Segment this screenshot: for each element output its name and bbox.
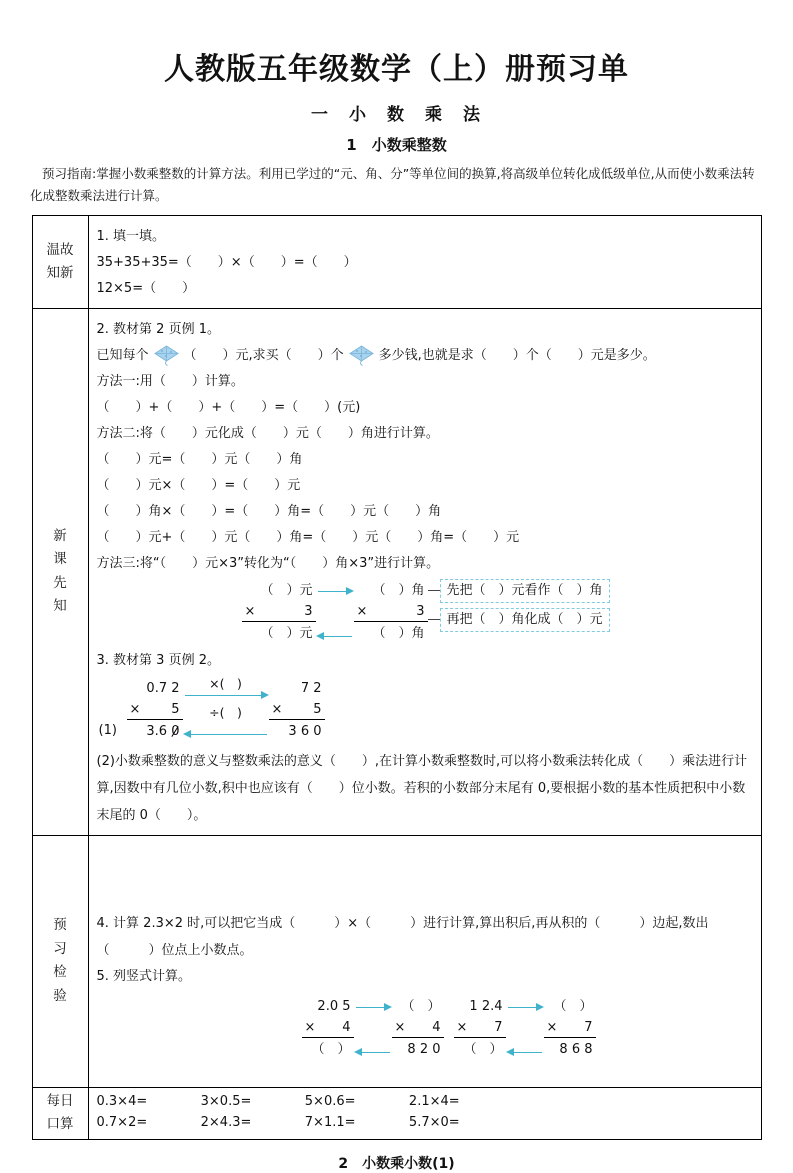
vertical-mult bbox=[302, 996, 354, 1060]
struck-zero: 0 bbox=[171, 721, 179, 743]
item-number: (1) bbox=[98, 722, 117, 738]
calc-item: 5.7×0= bbox=[408, 1114, 460, 1130]
multiplicand: 1 2.4 bbox=[469, 998, 503, 1014]
calc-item: 3×0.5= bbox=[200, 1093, 252, 1109]
multiplicand: 0.7 2 bbox=[146, 680, 180, 696]
method-line: （ ）元+（ ）元（ ）角=（ ）元（ ）角=（ ）元 bbox=[96, 529, 520, 545]
fill-blank-line: 35+35+35=（ ）×（ ）=（ ） bbox=[96, 254, 357, 270]
arrow-left-icon bbox=[508, 1052, 542, 1053]
row-label-text: 温故知新 bbox=[46, 241, 74, 281]
row-daily bbox=[33, 1088, 761, 1139]
method-line: （ ）元×（ ）=（ ）元 bbox=[96, 477, 301, 493]
row-review-label bbox=[33, 216, 89, 308]
vertical-mult-integer bbox=[269, 678, 325, 742]
method-line: 方法二:将（ ）元化成（ ）元（ ）角进行计算。 bbox=[96, 425, 439, 441]
item3-title: 3. 教材第 3 页例 2。 bbox=[96, 652, 220, 668]
multiplier: 5 bbox=[313, 701, 322, 717]
calc-item: 7×1.1= bbox=[304, 1114, 356, 1130]
row-daily-label bbox=[33, 1088, 89, 1139]
multiplier: 4 bbox=[342, 1019, 351, 1035]
divide-factor-label: ÷( ) bbox=[209, 704, 242, 720]
product bbox=[127, 720, 183, 742]
product: （ ） bbox=[463, 1041, 503, 1057]
row-new-lesson-content bbox=[89, 309, 761, 835]
times-sign: × bbox=[304, 1019, 316, 1035]
arrow-right-icon bbox=[508, 1007, 542, 1008]
row-label-text: 每日口算 bbox=[46, 1093, 74, 1133]
item2-title: 2. 教材第 2 页例 1。 bbox=[96, 321, 220, 337]
lesson-title: 1 小数乘整数 bbox=[346, 136, 447, 154]
worksheet-table bbox=[32, 215, 762, 1140]
multiplicand: （ ） bbox=[553, 998, 593, 1014]
product: （ ） bbox=[311, 1041, 351, 1057]
kite-sentence-seg3: 多少钱,也就是求（ ）个（ ）元是多少。 bbox=[378, 347, 656, 363]
vertical-mult bbox=[544, 996, 596, 1060]
arrow-left-icon bbox=[318, 636, 352, 637]
times-sign: × bbox=[546, 1019, 558, 1035]
kite-icon bbox=[153, 345, 180, 366]
kite-sentence-seg2: （ ）元,求买（ ）个 bbox=[183, 347, 344, 363]
multiplicand: 7 2 bbox=[300, 680, 322, 696]
calc-item: 0.7×2= bbox=[96, 1114, 148, 1130]
connector-line bbox=[428, 590, 440, 591]
multiplier: 7 bbox=[494, 1019, 503, 1035]
arrow-left-icon bbox=[356, 1052, 390, 1053]
vertical-mult-yuan bbox=[242, 580, 316, 644]
times-sign: × bbox=[394, 1019, 406, 1035]
method-line: （ ）元=（ ）元（ ）角 bbox=[96, 451, 303, 467]
multiplier: 3 bbox=[304, 603, 313, 619]
product: 3 6 0 bbox=[288, 723, 322, 739]
method-line: 方法一:用（ ）计算。 bbox=[96, 373, 244, 389]
times-sign: × bbox=[356, 603, 368, 619]
row-review bbox=[33, 216, 761, 309]
multiplier: 7 bbox=[584, 1019, 593, 1035]
product-main: 3.6 bbox=[146, 723, 172, 739]
unit-title: 一 小 数 乘 法 bbox=[311, 105, 482, 125]
fill-blank-line: 1. 填一填。 bbox=[96, 228, 166, 244]
method-line: 方法三:将“（ ）元×3”转化为“（ ）角×3”进行计算。 bbox=[96, 555, 440, 571]
product: 8 2 0 bbox=[407, 1041, 441, 1057]
multiplier: 4 bbox=[432, 1019, 441, 1035]
arrow-right-icon bbox=[356, 1007, 390, 1008]
connector-line bbox=[428, 619, 440, 620]
row-check-content bbox=[89, 836, 761, 1087]
page-title: 人教版五年级数学（上）册预习单 bbox=[164, 52, 629, 87]
multiplicand: （ ）元 bbox=[260, 582, 313, 598]
vertical-mult-jiao bbox=[354, 580, 428, 644]
question-4: 4. 计算 2.3×2 时,可以把它当成（ ）×（ ）进行计算,算出积后,再从积的（ ）边起,数出（ ）位点上小数点。 bbox=[96, 915, 709, 958]
times-sign: × bbox=[271, 701, 283, 717]
question-5-title: 5. 列竖式计算。 bbox=[96, 968, 192, 984]
hint-box: 再把（ ）角化成（ ）元 bbox=[440, 608, 610, 632]
vertical-mult-decimal bbox=[127, 678, 183, 742]
q5-diagrams bbox=[302, 996, 751, 1060]
multiplicand: （ ）角 bbox=[372, 582, 425, 598]
kite-sentence-seg1: 已知每个 bbox=[96, 347, 149, 363]
hint-boxes bbox=[428, 579, 610, 632]
product: 8 6 8 bbox=[559, 1041, 593, 1057]
example2-diagram bbox=[98, 675, 751, 742]
row-daily-content bbox=[89, 1088, 761, 1139]
calc-item: 2×4.3= bbox=[200, 1114, 252, 1130]
daily-calc-line bbox=[97, 1091, 751, 1112]
vertical-mult bbox=[392, 996, 444, 1060]
times-sign: × bbox=[244, 603, 256, 619]
daily-calc-line bbox=[97, 1112, 751, 1133]
row-new-lesson bbox=[33, 309, 761, 836]
arrow-right-icon bbox=[185, 695, 267, 696]
times-factor-label: ×( ) bbox=[209, 675, 242, 691]
times-sign: × bbox=[456, 1019, 468, 1035]
row-new-lesson-label bbox=[33, 309, 89, 835]
product: （ ）元 bbox=[260, 625, 313, 641]
next-section-title: 2 小数乘小数(1) bbox=[338, 1155, 455, 1172]
method-line: （ ）+（ ）+（ ）=（ ）(元) bbox=[96, 399, 361, 415]
preview-guide: 预习指南:掌握小数乘整数的计算方法。利用已学过的“元、角、分”等单位间的换算,将高级单位转化成低级单位,从而使小数乘法转化成整数乘法进行计算。 bbox=[30, 166, 755, 203]
fill-blank-line: 12×5=（ ） bbox=[96, 280, 196, 296]
hint-box: 先把（ ）元看作（ ）角 bbox=[440, 579, 610, 603]
row-label-text: 预习检验 bbox=[53, 917, 67, 1004]
calc-item: 0.3×4= bbox=[96, 1093, 148, 1109]
multiplicand: 2.0 5 bbox=[317, 998, 351, 1014]
kite-sentence bbox=[97, 343, 751, 369]
calc-item: 2.1×4= bbox=[408, 1093, 460, 1109]
times-sign: × bbox=[129, 701, 141, 717]
product: （ ）角 bbox=[372, 625, 425, 641]
multiplicand: （ ） bbox=[401, 998, 441, 1014]
multiplier: 5 bbox=[171, 701, 180, 717]
row-label-text: 新课先知 bbox=[53, 527, 67, 615]
multiplier: 3 bbox=[416, 603, 425, 619]
calc-item: 5×0.6= bbox=[304, 1093, 356, 1109]
method3-diagram bbox=[242, 580, 751, 644]
kite-icon bbox=[348, 345, 375, 366]
arrow-right-icon bbox=[318, 591, 352, 592]
row-check bbox=[33, 836, 761, 1088]
vertical-mult bbox=[454, 996, 506, 1060]
row-review-content bbox=[89, 216, 761, 308]
summary-paragraph: (2)小数乘整数的意义与整数乘法的意义（ ）,在计算小数乘整数时,可以将小数乘法转化成（ ）乘法进行计算,因数中有几位小数,积中也应该有（ ）位小数。若积的小数部分末尾有 0,要根据小数的基本性质把积中小数末尾的 0（ ）。 bbox=[96, 753, 748, 823]
row-check-label bbox=[33, 836, 89, 1087]
arrow-left-icon bbox=[185, 734, 267, 735]
method-line: （ ）角×（ ）=（ ）角=（ ）元（ ）角 bbox=[96, 503, 442, 519]
